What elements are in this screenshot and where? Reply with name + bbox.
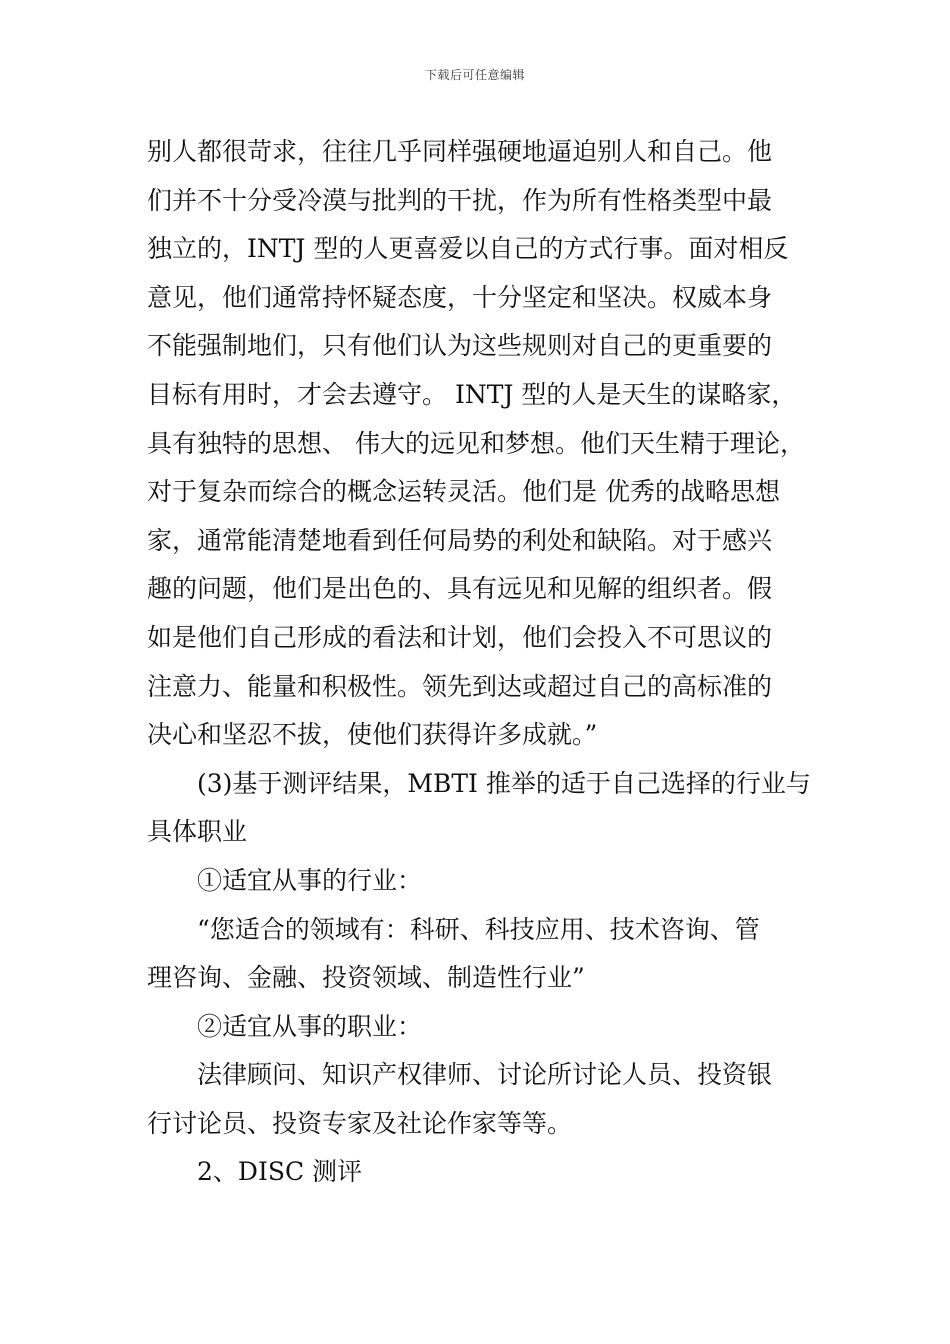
text-line: 家，通常能清楚地看到任何局势的利处和缺陷。对于感兴 xyxy=(147,525,773,555)
text-line: “您适合的领域有：科研、科技应用、技术咨询、管 xyxy=(197,914,760,944)
text-line: 行讨论员、投资专家及社论作家等等。 xyxy=(147,1108,573,1138)
text-line: 对于复杂而综合的概念运转灵活。他们是 优秀的战略思想 xyxy=(147,477,780,507)
section-3-heading-line: (3)基于测评结果，MBTI 推举的适于自己选择的行业与 xyxy=(197,768,811,798)
text-line: 理咨询、金融、投资领域、制造性行业” xyxy=(147,963,585,993)
text-line: 决心和坚忍不拔，使他们获得许多成就。” xyxy=(147,720,598,750)
text-line: 法律顾问、知识产权律师、讨论所讨论人员、投资银 xyxy=(197,1060,773,1090)
section-2-heading-text: 2、DISC 测评 xyxy=(197,1157,363,1187)
text-line: 目标有用时，才会去遵守。 INTJ 型的人是天生的谋略家， xyxy=(147,379,797,409)
text-line: 注意力、能量和积极性。领先到达或超过自己的高标准的 xyxy=(147,671,773,701)
text-line: 趣的问题，他们是出色的、具有远见和见解的组织者。假 xyxy=(147,574,773,604)
text-line: 独立的，INTJ 型的人更喜爱以自己的方式行事。面对相反 xyxy=(147,234,789,264)
section-3-heading-line: 具体职业 xyxy=(147,817,248,847)
item-2-heading-text: ②适宜从事的职业： xyxy=(197,1011,423,1041)
text-line: 具有独特的思想、 伟大的远见和梦想。他们天生精于理论， xyxy=(147,428,805,458)
item-1-body xyxy=(147,906,812,1003)
text-line: 们并不十分受冷漠与批判的干扰，作为所有性格类型中最 xyxy=(147,185,773,215)
text-line: 不能强制地们，只有他们认为这些规则对自己的更重要的 xyxy=(147,331,773,361)
text-line: 意见，他们通常持怀疑态度，十分坚定和坚决。权威本身 xyxy=(147,282,773,312)
text-line: 别人都很苛求，往往几乎同样强硬地逼迫别人和自己。他 xyxy=(147,137,773,166)
item-2-body xyxy=(147,1051,812,1148)
item-2-heading xyxy=(147,1003,812,1052)
item-1-heading-text: ①适宜从事的行业： xyxy=(197,865,423,895)
paragraph-section-3 xyxy=(147,760,812,857)
item-1-heading xyxy=(147,857,812,906)
document-body xyxy=(147,128,812,1197)
text-line: 如是他们自己形成的看法和计划，他们会投入不可思议的 xyxy=(147,622,773,652)
page-header: 下载后可任意编辑 xyxy=(424,68,525,82)
paragraph-intj-description xyxy=(147,128,812,760)
section-2-heading xyxy=(147,1148,812,1197)
